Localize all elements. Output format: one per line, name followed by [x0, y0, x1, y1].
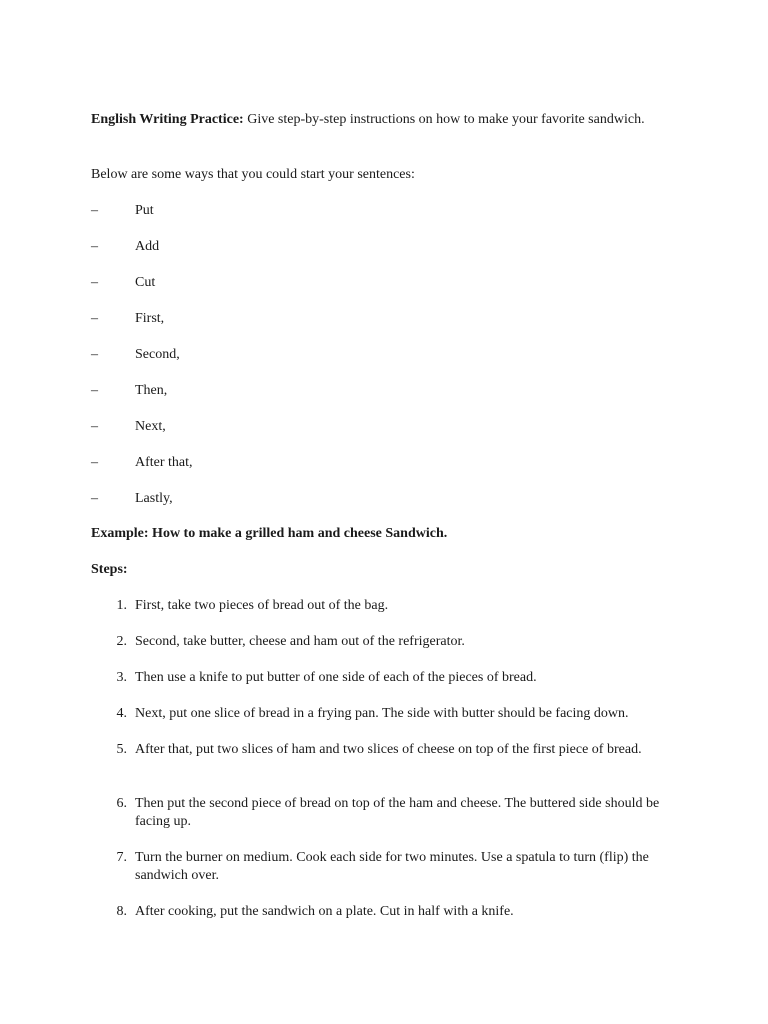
step-item: [91, 795, 681, 849]
step-text: Then put the second piece of bread on top of the ham and cheese. The buttered side should be facing up.: [135, 796, 660, 829]
step-item: [91, 903, 681, 939]
step-item: [91, 597, 681, 633]
list-item: [91, 238, 193, 274]
step-number: 5.: [116, 742, 127, 757]
intro-paragraph: [91, 111, 651, 129]
step-number: 4.: [116, 706, 127, 721]
starter-text: Then,: [135, 383, 168, 398]
starter-text: After that,: [135, 455, 193, 470]
step-item: [91, 669, 681, 705]
step-number: 3.: [116, 670, 127, 685]
list-item: [91, 418, 193, 454]
step-number: 6.: [116, 796, 127, 811]
step-number: 8.: [116, 904, 127, 919]
list-item: [91, 490, 193, 526]
step-number: 2.: [116, 634, 127, 649]
starter-text: Second,: [135, 347, 180, 362]
dash-bullet: –: [91, 419, 98, 434]
dash-bullet: –: [91, 347, 98, 362]
step-number: 1.: [116, 598, 127, 613]
dash-bullet: –: [91, 455, 98, 470]
list-item: [91, 310, 193, 346]
step-text: Next, put one slice of bread in a frying pan. The side with butter should be facing down.: [135, 706, 629, 721]
starter-text: Lastly,: [135, 491, 173, 506]
step-text: Then use a knife to put butter of one side of each of the pieces of bread.: [135, 670, 537, 685]
list-item: [91, 202, 193, 238]
starter-text: Next,: [135, 419, 166, 434]
dash-bullet: –: [91, 491, 98, 506]
step-item: [91, 741, 681, 795]
starters-prompt: Below are some ways that you could start your sentences:: [91, 167, 415, 182]
step-text: Turn the burner on medium. Cook each side for two minutes. Use a spatula to turn (flip) the sandwich over.: [135, 850, 649, 883]
example-title: Example: How to make a grilled ham and cheese Sandwich.: [91, 526, 448, 541]
dash-bullet: –: [91, 311, 98, 326]
steps-heading: Steps:: [91, 562, 128, 577]
intro-heading: English Writing Practice:: [91, 112, 244, 127]
list-item: [91, 454, 193, 490]
step-text: After that, put two slices of ham and two slices of cheese on top of the first piece of bread.: [135, 742, 642, 757]
step-item: [91, 705, 681, 741]
starter-text: First,: [135, 311, 165, 326]
dash-bullet: –: [91, 239, 98, 254]
step-item: [91, 633, 681, 669]
starter-text: Cut: [135, 275, 156, 290]
sentence-starters-list: [91, 202, 193, 526]
dash-bullet: –: [91, 203, 98, 218]
steps-list: [91, 597, 681, 939]
list-item: [91, 382, 193, 418]
starter-text: Add: [135, 239, 160, 254]
dash-bullet: –: [91, 383, 98, 398]
step-number: 7.: [116, 850, 127, 865]
step-text: First, take two pieces of bread out of the bag.: [135, 598, 389, 613]
step-text: After cooking, put the sandwich on a plate. Cut in half with a knife.: [135, 904, 514, 919]
dash-bullet: –: [91, 275, 98, 290]
intro-text: Give step-by-step instructions on how to make your favorite sandwich.: [243, 112, 645, 127]
list-item: [91, 274, 193, 310]
step-text: Second, take butter, cheese and ham out of the refrigerator.: [135, 634, 465, 649]
step-item: [91, 849, 681, 903]
list-item: [91, 346, 193, 382]
starter-text: Put: [135, 203, 154, 218]
